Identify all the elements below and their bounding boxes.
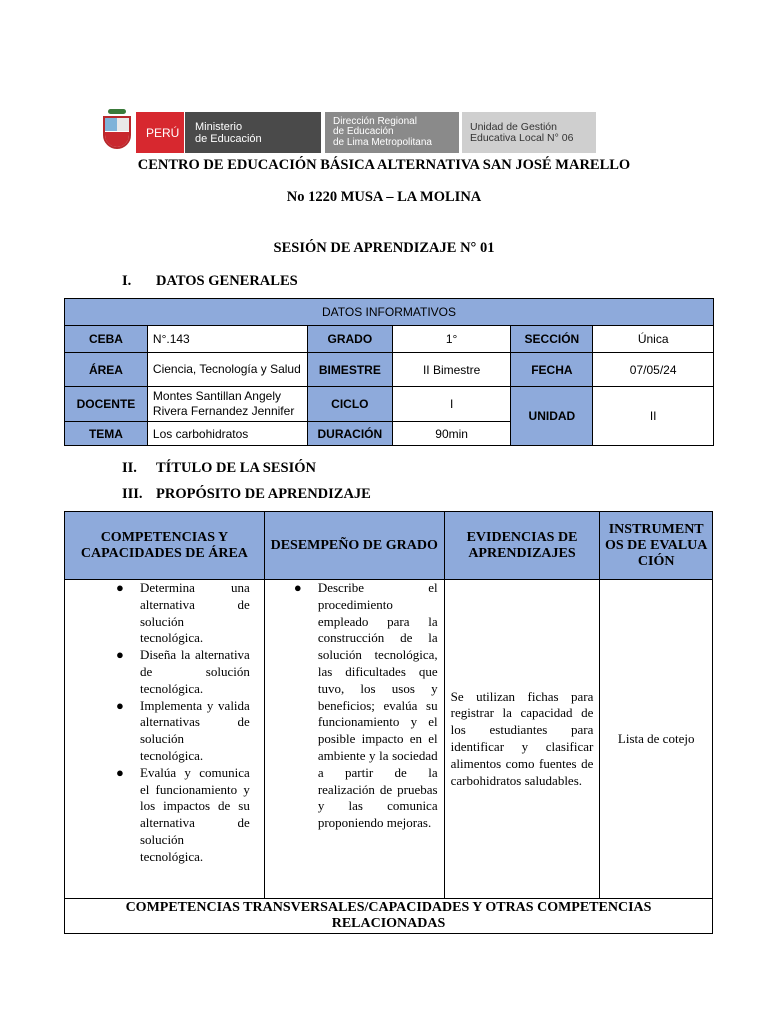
competencias-header: COMPETENCIAS Y CAPACIDADES DE ÁREA [65, 512, 265, 580]
ministerio-logo: Ministerio de Educación [185, 112, 321, 153]
grado-label: GRADO [307, 326, 392, 353]
tema-label: TEMA [65, 422, 148, 446]
section-titulo-sesion: II. TÍTULO DE LA SESIÓN [122, 460, 316, 476]
tema-value: Los carbohidratos [147, 422, 307, 446]
school-name: CENTRO DE EDUCACIÓN BÁSICA ALTERNATIVA SAN JOSÉ MARELLO [137, 157, 631, 173]
list-item: ● Describe el procedimiento empleado para la construcción de la solución tecnológica, las dificultades que tuvo, los usos y beneficios; evalúa su funcionamiento y el posible impacto en el ambiente y la sociedad a partir de la realización de pruebas y las comunica proponiendo mejoras. [293, 580, 438, 831]
government-logo-strip [98, 112, 596, 153]
duracion-value: 90min [392, 422, 511, 446]
duracion-label: DURACIÓN [307, 422, 392, 446]
fecha-value: 07/05/24 [593, 353, 714, 387]
grado-value: 1° [392, 326, 511, 353]
unidad-value: II [593, 387, 714, 446]
ciclo-label: CICLO [307, 387, 392, 422]
capacidades-cell [65, 580, 265, 899]
evidencias-header: EVIDENCIAS DE APRENDIZAJES [444, 512, 600, 580]
list-item: ● Evalúa y comunica el funcionamiento y los impactos de su alternativa de solución tecnológica. [116, 764, 250, 864]
datos-informativos-title: DATOS INFORMATIVOS [65, 299, 714, 326]
docente-label: DOCENTE [65, 387, 148, 422]
school-location: No 1220 MUSA – LA MOLINA [286, 189, 482, 205]
bimestre-label: BIMESTRE [307, 353, 392, 387]
evidencias-text: Se utilizan fichas para registrar la capacidad de los estudiantes para identificar y clasificar alimentos como fuentes de carbohidratos saludables. [450, 688, 594, 788]
transversales-header: COMPETENCIAS TRANSVERSALES/CAPACIDADES Y OTRAS COMPETENCIAS RELACIONADAS [65, 899, 713, 934]
list-item: ● Determina una alternativa de solución tecnológica. [116, 580, 250, 646]
instrumento-cell: Lista de cotejo [600, 580, 713, 899]
capacidades-list [116, 580, 250, 866]
bimestre-value: II Bimestre [392, 353, 511, 387]
desempeno-list [293, 580, 438, 832]
session-title: SESIÓN DE APRENDIZAJE N° 01 [273, 240, 495, 256]
section-proposito: III. PROPÓSITO DE APRENDIZAJE [122, 486, 371, 502]
area-value: Ciencia, Tecnología y Salud [147, 353, 307, 387]
list-item: ● Implementa y valida alternativas de solución tecnológica. [116, 697, 250, 763]
ciclo-value: I [392, 387, 511, 422]
seccion-label: SECCIÓN [511, 326, 593, 353]
instrumentos-header: INSTRUMENTOS DE EVALUACIÓN [600, 512, 713, 580]
fecha-label: FECHA [511, 353, 593, 387]
peru-coat-of-arms-icon [98, 112, 136, 153]
seccion-value: Única [593, 326, 714, 353]
direccion-regional-logo: Dirección Regional de Educación de Lima Metropolitana [325, 112, 459, 153]
desempeno-header: DESEMPEÑO DE GRADO [264, 512, 444, 580]
section-datos-generales: I. DATOS GENERALES [122, 273, 298, 289]
list-item: ● Diseña la alternativa de solución tecnológica. [116, 647, 250, 696]
ceba-label: CEBA [65, 326, 148, 353]
docente-value: Montes Santillan Angely Rivera Fernandez Jennifer [147, 387, 307, 422]
peru-logo: PERÚ [136, 112, 184, 153]
proposito-table [64, 511, 713, 934]
unidad-label: UNIDAD [511, 387, 593, 446]
desempeno-cell [264, 580, 444, 899]
ceba-value: N°.143 [147, 326, 307, 353]
ugel-logo: Unidad de Gestión Educativa Local N° 06 [462, 112, 596, 153]
area-label: ÁREA [65, 353, 148, 387]
evidencias-cell [444, 580, 600, 899]
datos-informativos-table [64, 298, 714, 446]
